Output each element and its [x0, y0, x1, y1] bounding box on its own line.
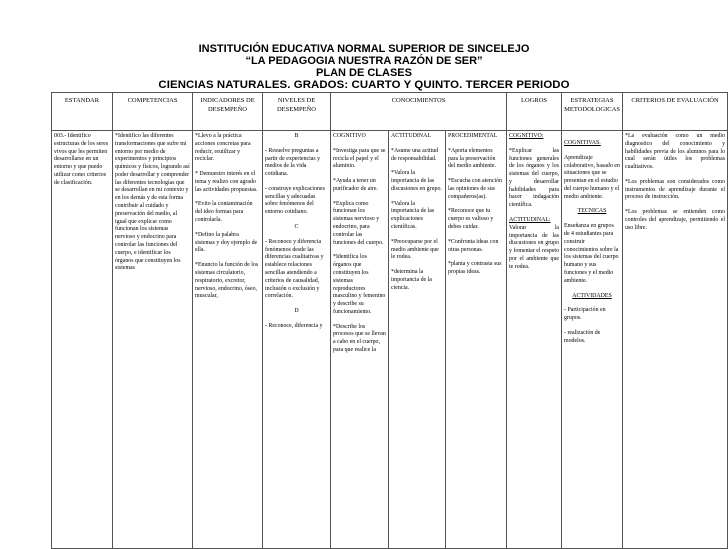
cognitivo-title: COGNITIVO	[333, 133, 366, 139]
actitudinal-cell	[389, 131, 446, 549]
actitudinal-item: *Asume una actitud de responsabilidad.	[391, 147, 439, 162]
indicadores-cell	[193, 131, 263, 549]
estrategias-cell	[562, 131, 623, 549]
content-row	[52, 131, 728, 549]
cognitivo-item: *Identifica los órganos que constituyen los sistemas reproductores masculino y femenino y describe su funcionamiento.	[333, 254, 386, 315]
criterios-cell	[623, 131, 728, 549]
logros-cell	[507, 131, 562, 549]
nivel-item: - Reconoce y diferencia fenómenos desde las diferencias cualitativas y establece relaciones sencillas atendiendo a criterios de causalidad, inclusión o exclusión y correlación.	[265, 238, 324, 300]
school-motto-heading: “LA PEDAGOGIA NUESTRA RAZÓN DE SER”	[245, 55, 483, 67]
col-header-conocimientos: CONOCIMIENTOS	[331, 93, 507, 131]
indicador-item: * Demuestro interés en el tema y realizo con agrado las actividades propuestas.	[195, 171, 258, 193]
col-header-competencias: COMPETENCIAS	[113, 93, 193, 131]
procedimental-item: *Escucha con atención las opiniones de sus compañeros(as).	[448, 178, 502, 200]
estrategias-cognitivas-title: COGNITIVAS.	[564, 140, 601, 146]
indicador-item: *Enuncio la función de los sistemas circulatorio, respiratorio, excretor, nervioso, endocrino, óseo, muscular,	[195, 262, 259, 300]
col-header-indicadores: INDICADORES DE DESEMPEÑO	[193, 93, 263, 131]
nivel-c-label: C	[294, 224, 299, 231]
indicador-item: *Defino la palabra sistemas y doy ejemplo de ella.	[195, 231, 258, 254]
col-header-logros: LOGROS	[507, 93, 562, 131]
cognitivo-item: *Explica como funcionan los sistemas nervioso y endocrino, para controlar las funciones del cuerpo.	[333, 200, 384, 246]
indicador-item: *Llevo a la práctica acciones concretas para reducir, reutilizar y reciclar.	[195, 133, 251, 163]
procedimental-title: PROCEDIMENTAL	[448, 133, 498, 139]
estrategias-cognitivas-text: Aprendizaje colaborativo, basado en situaciones que se presentan en el estudio del cuerpo humano y el medio ambiente.	[564, 154, 620, 200]
col-header-niveles: NIVELES DE DESEMPEÑO	[263, 93, 331, 131]
estrategias-actividad-item: - realización de modelos.	[564, 329, 601, 344]
niveles-cell	[263, 131, 331, 549]
col-header-estandar: ESTANDAR	[52, 93, 113, 131]
column-header-row	[52, 93, 728, 131]
nivel-item: - Resuelve preguntas a partir de experiencias y medios de la vida cotidiana.	[265, 147, 321, 178]
nivel-item: - Reconoce, diferencia y	[265, 322, 323, 329]
estandar-cell	[52, 131, 113, 549]
actitudinal-item: *Valora la importancia de las discusiones en grupo.	[391, 170, 442, 192]
procedimental-cell	[446, 131, 507, 549]
indicador-item: *Evito la contaminación del ideo formas para controlarla.	[195, 201, 253, 224]
nivel-d-label: D	[294, 308, 299, 315]
criterio-item: *La evaluación como un medio diagnostico del conocimiento y habilidades previa de los alumnos para lo cual serán útiles los problemas cualitativos.	[625, 133, 726, 171]
criterio-item: *Los problemas se entienden como controles del aprendizaje, permitiendo el uso libre.	[625, 209, 726, 231]
criterio-item: *Los problemas son considerados como instrumentos de aprendizaje durante el proceso de instrucción.	[625, 178, 726, 201]
cognitivo-cell	[331, 131, 389, 549]
actitudinal-title: ACTITUDINAL	[391, 133, 431, 139]
estrategias-actividades-title: ACTIVIDADES	[572, 292, 612, 299]
nivel-b-label: B	[294, 133, 299, 139]
logros-actitudinal-text: Valorar la importancia de las discusiones en grupo y fomentar el respeto por el ambiente que te rodea.	[509, 224, 560, 270]
cognitivo-item: *Ayuda a tener un purificador de aire.	[333, 178, 378, 192]
document-title: PLAN DE CLASES	[316, 67, 412, 79]
logros-cognitivo-title: COGNITIVO:	[509, 133, 544, 139]
procedimental-item: *Confronta ideas con otras personas.	[448, 238, 499, 253]
procedimental-item: *planta y contrasta sus propias ideas.	[448, 261, 502, 276]
nivel-item: - construye explicaciones sencillas y adecuadas sobre fenómenos del entorno cotidiano.	[265, 185, 325, 216]
actitudinal-item: *determina la importancia de la ciencia.	[391, 269, 432, 291]
cognitivo-item: *Investiga para que se recicla el papel y el aluminio.	[333, 147, 386, 170]
procedimental-item: *Reconoce que tu cuerpo es valioso y debes cuidar.	[448, 208, 494, 231]
competencias-text: *Identifico las diferentes transformaciones que sufre mi entorno por medio de experimentos y principios químicos y físicos, logrando así poder desarrollar y comprender las diferentes tecnologías que se desarrollan en mi contexto y en los demás y de esta forma contribuir al cuidado y preservación del medio, al igual que explicar como funcionan los sistemas nervioso y endocrino para controlar las funciones del cuerpo, e identificar los órganos que constituyen los sistemas	[115, 133, 190, 272]
estrategias-tecnicas-text: Enseñanza en grupos de 4 estudiantes para construir conocimientos sobre la los sistemas del cuerpo humano y sus funciones y el medio ambiente.	[564, 223, 619, 284]
logros-cognitivo-text: *Explicar las funciones generales de los órganos y los sistemas del cuerpo, y desarrollar habilidades para hacer indagación científica.	[509, 147, 560, 209]
procedimental-item: *Aporta elementos para la preservación del medio ambiente.	[448, 147, 496, 170]
competencias-cell	[113, 131, 193, 549]
col-header-criterios: CRITERIOS DE EVALUACIÓN	[623, 93, 728, 131]
estandar-text: 003.- Identifico estructuras de los seres vivos que les permiten desarrollarse en un entorno y que puedo utilizar como criterios de clasificación.	[54, 133, 109, 186]
col-header-estrategias: ESTRATEGIAS METODOLOGICAS	[562, 93, 623, 131]
subject-grades-heading: CIENCIAS NATURALES. GRADOS: CUARTO Y QUINTO. TERCER PERIODO	[158, 79, 570, 91]
cognitivo-item: *Describe los procesos que se llevan a cabo en el cuerpo, para que realice la	[333, 323, 386, 353]
actitudinal-item: *Valora la importancia de las explicaciones científicas.	[391, 200, 435, 231]
actitudinal-item: *Preocuparse por el medio ambiente que le rodea.	[391, 238, 439, 261]
lesson-plan-table	[51, 92, 728, 549]
estrategias-tecnicas-title: TECNICAS	[577, 208, 607, 215]
school-name-heading: INSTITUCIÓN EDUCATIVA NORMAL SUPERIOR DE SINCELEJO	[198, 43, 530, 55]
estrategias-actividad-item: - Participación en grupos.	[564, 307, 606, 322]
logros-actitudinal-title: ACTITUDINAL:	[509, 217, 551, 224]
